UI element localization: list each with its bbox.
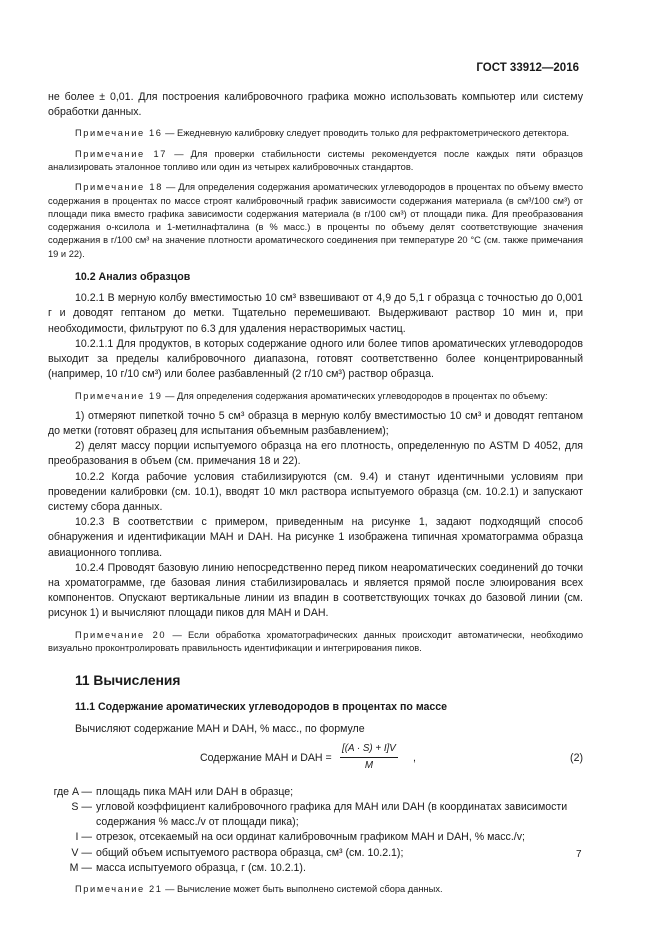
section-heading-10-2: 10.2 Анализ образцов (75, 271, 191, 284)
note-21 (48, 883, 583, 896)
note-20 (48, 629, 583, 656)
formula-fraction (340, 741, 398, 773)
standard-number: ГОСТ 33912—2016 (476, 62, 579, 74)
definition-row (48, 861, 583, 876)
formula-label: Содержание МАН и DAH = (200, 751, 332, 764)
definition-row (48, 846, 583, 861)
definition-text: отрезок, отсекаемый на оси ординат калибровочным графиком МАН и DAH, % масс./v; (96, 831, 525, 844)
paragraph-10-2-3: 10.2.3 В соответствии с примером, приведенным на рисунке 1, задают подходящий способ обнаружения и идентификации МАН и DAH. На рисунке 1 изображена типичная хроматограмма образца авиационного топлива. (48, 516, 583, 559)
note-label: Примечание 20 (75, 629, 167, 640)
definition-symbol: где A — (53, 785, 92, 798)
note-text: — Для проверки стабильности системы рекомендуется после каждых пяти образцов анализировать эталонное топливо или один из четырех калибровочных стандартов. (48, 148, 583, 172)
list-item-1: 1) отмеряют пипеткой точно 5 см³ образца в мерную колбу вместимостью 10 см³ и доводят гептаном до метки (готовят образец для испытания объемным разбавлением); (48, 409, 583, 437)
paragraph-continuation: не более ± 0,01. Для построения калибровочного графика можно использовать компьютер или систему обработки данных. (48, 91, 583, 119)
formula-number: (2) (570, 751, 583, 764)
note-label: Примечание 17 (75, 148, 168, 159)
paragraph-10-2-1-1: 10.2.1.1 Для продуктов, в которых содержание одного или более типов ароматических углеводородов выходит за пределы калибровочного диапазона, готовят соответственно более концентрированный (например, 10 г/10 см³) или более разбавленный (2 г/10 см³) раствор образца. (48, 337, 583, 381)
definition-symbol: M — (69, 861, 92, 874)
formula-2 (48, 741, 583, 781)
variable-definitions (48, 785, 583, 876)
note-label: Примечание 21 (75, 884, 163, 895)
note-label: Примечание 18 (75, 182, 163, 193)
section-heading-11-1: 11.1 Содержание ароматических углеводородов в процентах по массе (75, 701, 448, 714)
note-17 (48, 148, 583, 175)
definition-text: угловой коэффициент калибровочного графика для МАН или DAH (в координатах зависимости содержания % масс./v от площади пика); (96, 801, 568, 829)
formula-numerator: [(A · S) + I]V (340, 741, 398, 758)
note-text: — Ежедневную калибровку следует проводить только для рефрактометрического детектора. (162, 128, 570, 139)
section-heading-11: 11 Вычисления (75, 673, 181, 689)
definition-text: площадь пика МАН или DAH в образце; (96, 785, 294, 798)
page-content (48, 90, 583, 902)
definition-text: масса испытуемого образца, г (см. 10.2.1). (96, 861, 306, 874)
formula-trailer: , (413, 751, 416, 764)
note-text: — Вычисление может быть выполнено системой сбора данных. (162, 884, 443, 895)
definition-text: общий объем испытуемого раствора образца, см³ (см. 10.2.1); (96, 846, 404, 859)
note-label: Примечание 16 (75, 128, 163, 139)
page-number: 7 (576, 849, 582, 860)
formula-denominator: M (364, 760, 373, 772)
definition-row (48, 785, 583, 800)
paragraph-10-2-4: 10.2.4 Проводят базовую линию непосредственно перед пиком неароматических соединений до точки на хроматограмме, где базовая линия стабилизировалась и является прямой после элюирования всех компонентов. Опускают вертикальные линии из впадин в соответствующих точках до базовой линии (см. рисунок 1) и вычисляют площади пиков для МАН и DAH. (48, 561, 583, 620)
definition-symbol: V — (71, 846, 92, 859)
note-label: Примечание 19 (75, 390, 163, 401)
formula-intro: Вычисляют содержание МАН и DAH, % масс., по формуле (75, 722, 365, 735)
note-text: — Для определения содержания ароматических углеводородов в процентах по объему: (162, 390, 548, 401)
definition-symbol: I — (75, 831, 92, 844)
paragraph-10-2-1: 10.2.1 В мерную колбу вместимостью 10 см³ взвешивают от 4,9 до 5,1 г образца с точностью до 0,001 г и доводят гептаном до метки. Тщательно перемешивают. Выдерживают раствор 10 мин и, при необходимости, фильтруют по 6.3 для удаления нерастворимых частиц. (48, 292, 583, 335)
definition-symbol: S — (71, 801, 92, 814)
paragraph-10-2-2: 10.2.2 Когда рабочие условия стабилизируются (см. 9.4) и станут идентичными условиям при проведении калибровки (см. 10.1), вводят 10 мкл раствора испытуемого образца (см. 10.2.1) и запускают систему сбора данных. (48, 470, 583, 514)
note-18 (48, 181, 583, 261)
note-16 (48, 127, 583, 140)
note-text: — Если обработка хроматографических данных происходит автоматически, необходимо визуально проконтролировать правильность идентификации и интегрирования пиков. (48, 629, 583, 653)
note-text: — Для определения содержания ароматических углеводородов в процентах по объему вместо содержания в процентах по массе строят калибровочный график зависимости содержания материала (в см³/100 см³) от площади пика вместо графика зависимости содержания материала (в г/100 см³) от площади пика. Для преобразования содержания о-ксилола и 1-метилнафталина (в % масс.) в проценты по объему делят соответствующие значения содержания в г/100 см³ на значение плотности ароматического соединения при температуре 20 °С (см. также примечания 19 и 22). (48, 182, 583, 259)
definition-row (48, 830, 583, 845)
note-19 (48, 390, 583, 403)
list-item-2: 2) делят массу порции испытуемого образца на его плотность, определенную по ASTM D 4052, для преобразования в объем (см. примечания 18 и 22). (48, 440, 583, 468)
definition-row (48, 800, 583, 830)
